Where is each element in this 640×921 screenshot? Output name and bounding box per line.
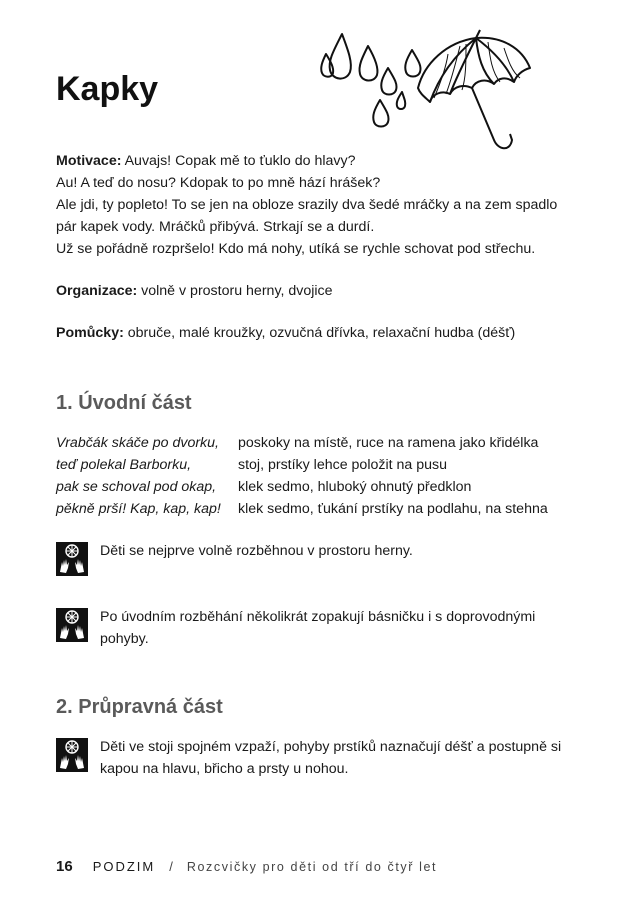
poem-table — [56, 432, 548, 520]
page-title: Kapky — [56, 70, 159, 108]
umbrella-raindrops-illustration — [316, 28, 546, 158]
poem-row — [56, 454, 548, 476]
poem-row — [56, 476, 548, 498]
motivation-line: Ale jdi, ty popleto! To se jen na obloze srazily dva šedé mráčky a na zem spadlo — [56, 197, 558, 213]
note-text: Po úvodním rozběhání několikrát zopakují básničku i s doprovodnými pohyby. — [100, 609, 536, 647]
hands-rain-icon — [56, 608, 88, 642]
hands-rain-icon — [56, 542, 88, 576]
page-footer — [56, 858, 437, 875]
motivation-label: Motivace: — [56, 153, 122, 169]
organization-text: volně v prostoru herny, dvojice — [137, 283, 333, 299]
poem-row — [56, 432, 548, 454]
footer-section: PODZIM — [92, 859, 156, 874]
poem-action: klek sedmo, hluboký ohnutý předklon — [238, 479, 472, 495]
note-item — [56, 540, 570, 576]
poem-verse: pěkně prší! Kap, kap, kap! — [56, 501, 221, 517]
hands-rain-icon — [56, 738, 88, 772]
motivation-line: Au! A teď do nosu? Kdopak to po mně hází hrášek? — [56, 175, 381, 191]
motivation-line: pár kapek vody. Mráčků přibývá. Strkají se a durdí. — [56, 219, 375, 235]
organization-block — [56, 280, 333, 302]
motivation-first-line — [56, 150, 557, 172]
footer-separator: / — [169, 859, 173, 874]
poem-action: stoj, prstíky lehce položit na pusu — [238, 457, 447, 473]
footer-subtitle: Rozcvičky pro děti od tří do čtyř let — [186, 860, 438, 874]
note-text: Děti ve stoji spojném vzpaží, pohyby prstíků naznačují déšť a postupně si kapou na hlavu, břicho a prsty u nohou. — [100, 739, 562, 777]
motivation-text: Auvajs! Copak mě to ťuklo do hlavy? — [121, 153, 356, 169]
poem-row — [56, 498, 548, 520]
note-item — [56, 736, 570, 780]
tools-block — [56, 322, 515, 344]
section-heading-intro: 1. Úvodní část — [56, 392, 192, 414]
poem-verse: Vrabčák skáče po dvorku, — [56, 435, 219, 451]
poem-verse: teď polekal Barborku, — [56, 457, 192, 473]
poem-verse: pak se schoval pod okap, — [56, 479, 217, 495]
tools-label: Pomůcky: — [56, 325, 124, 341]
poem-action: klek sedmo, ťukání prstíky na podlahu, na stehna — [238, 501, 548, 517]
note-text: Děti se nejprve volně rozběhnou v prostoru herny. — [100, 543, 413, 559]
page-number: 16 — [56, 858, 73, 875]
note-item — [56, 606, 570, 650]
motivation-line: Už se pořádně rozpršelo! Kdo má nohy, utíká se rychle schovat pod střechu. — [56, 241, 536, 257]
motivation-block — [56, 150, 557, 260]
tools-text: obruče, malé kroužky, ozvučná dřívka, relaxační hudba (déšť) — [123, 325, 516, 341]
section-heading-preparatory: 2. Průpravná část — [56, 696, 223, 718]
poem-action: poskoky na místě, ruce na ramena jako křidélka — [238, 435, 539, 451]
organization-label: Organizace: — [56, 283, 138, 299]
